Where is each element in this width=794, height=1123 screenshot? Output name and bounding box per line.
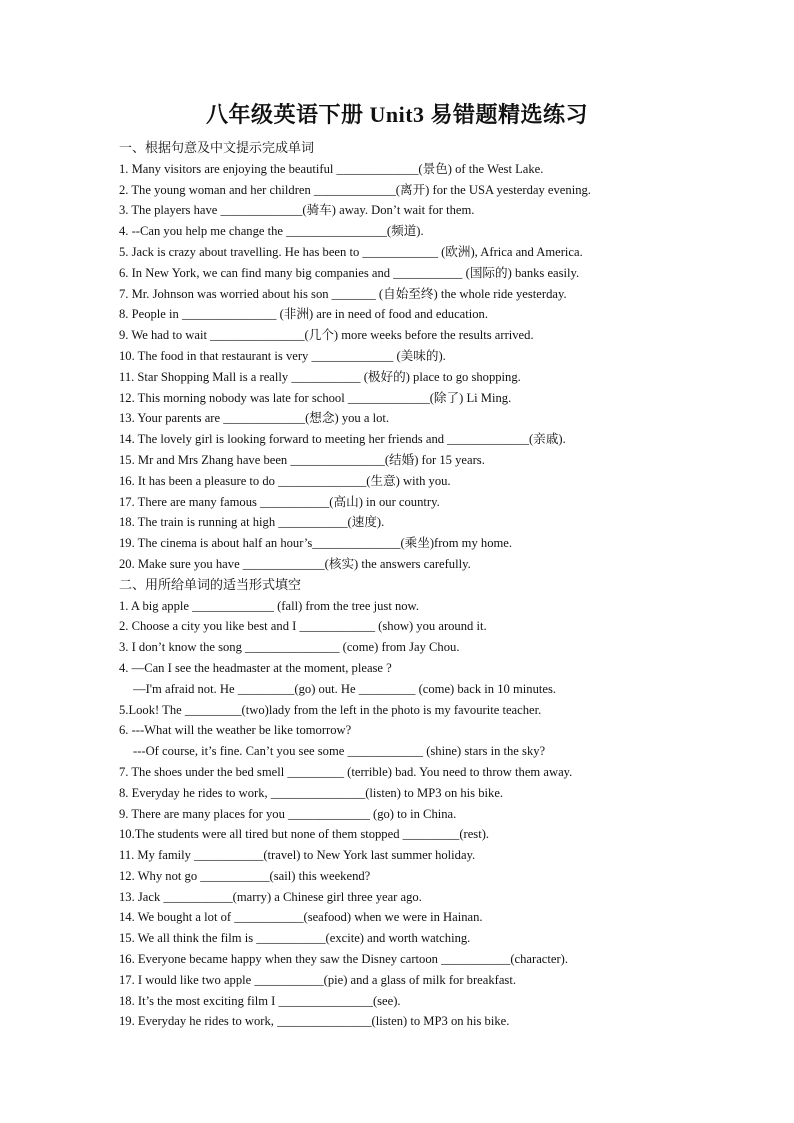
question-line: 10.The students were all tired but none of them stopped _________(rest). <box>119 827 490 842</box>
question-line: 17. There are many famous ___________(高山) in our country. <box>119 494 440 509</box>
question-line: 3. The players have _____________(骑车) away. Don’t wait for them. <box>119 203 475 218</box>
question-line: 8. Everyday he rides to work, _______________(listen) to MP3 on his bike. <box>119 785 504 800</box>
question-line: 12. This morning nobody was late for school _____________(除了) Li Ming. <box>119 390 512 405</box>
question-line: ---Of course, it’s fine. Can’t you see some ____________ (shine) stars in the sky? <box>133 744 546 759</box>
question-line: 5.Look! The _________(two)lady from the left in the photo is my favourite teacher. <box>119 702 542 717</box>
question-line: 13. Your parents are _____________(想念) you a lot. <box>119 411 390 426</box>
question-line: 19. Everyday he rides to work, _______________(listen) to MP3 on his bike. <box>119 1014 510 1029</box>
question-line: 18. It’s the most exciting film I _______________(see). <box>119 993 401 1008</box>
question-line: 2. The young woman and her children _____________(离开) for the USA yesterday evening. <box>119 182 591 197</box>
question-line: 20. Make sure you have _____________(核实) the answers carefully. <box>119 556 471 571</box>
question-line: 7. Mr. Johnson was worried about his son _______ (自始至终) the whole ride yesterday. <box>119 286 567 301</box>
question-line: 7. The shoes under the bed smell _________ (terrible) bad. You need to throw them away. <box>119 764 573 779</box>
question-line: 13. Jack ___________(marry) a Chinese girl three year ago. <box>119 889 422 904</box>
question-line: 11. Star Shopping Mall is a really ___________ (极好的) place to go shopping. <box>119 369 521 384</box>
question-line: 14. We bought a lot of ___________(seafood) when we were in Hainan. <box>119 910 483 925</box>
question-line: 16. It has been a pleasure to do ______________(生意) with you. <box>119 473 451 488</box>
question-line: 16. Everyone became happy when they saw the Disney cartoon ___________(character). <box>119 952 569 967</box>
question-line: 10. The food in that restaurant is very _____________ (美味的). <box>119 348 446 363</box>
question-line: 6. ---What will the weather be like tomorrow? <box>119 723 352 738</box>
question-line: 17. I would like two apple ___________(pie) and a glass of milk for breakfast. <box>119 972 516 987</box>
document-title: 八年级英语下册 Unit3 易错题精选练习 <box>205 102 589 127</box>
question-line: 12. Why not go ___________(sail) this weekend? <box>119 868 371 883</box>
worksheet-body <box>119 138 679 1032</box>
question-line: 9. We had to wait _______________(几个) more weeks before the results arrived. <box>119 328 534 343</box>
question-line: 5. Jack is crazy about travelling. He has been to ____________ (欧洲), Africa and America. <box>119 244 583 259</box>
question-line: 8. People in _______________ (非洲) are in need of food and education. <box>119 307 488 322</box>
question-line: 4. —Can I see the headmaster at the moment, please ? <box>119 660 392 675</box>
question-line: 1. A big apple _____________ (fall) from the tree just now. <box>119 598 419 613</box>
question-line: 15. Mr and Mrs Zhang have been _______________(结婚) for 15 years. <box>119 452 485 467</box>
question-line: —I'm afraid not. He _________(go) out. He _________ (come) back in 10 minutes. <box>133 681 557 696</box>
question-line: 14. The lovely girl is looking forward to meeting her friends and _____________(亲戚). <box>119 432 566 447</box>
question-line: 2. Choose a city you like best and I ____________ (show) you around it. <box>119 619 487 634</box>
section-1-heading: 一、根据句意及中文提示完成单词 <box>119 140 315 155</box>
question-line: 15. We all think the film is ___________(excite) and worth watching. <box>119 931 471 946</box>
question-line: 3. I don’t know the song _______________ (come) from Jay Chou. <box>119 640 460 655</box>
question-line: 18. The train is running at high ___________(速度). <box>119 515 385 530</box>
question-line: 9. There are many places for you _____________ (go) to in China. <box>119 806 457 821</box>
question-line: 4. --Can you help me change the ________________(频道). <box>119 224 424 239</box>
question-line: 6. In New York, we can find many big companies and ___________ (国际的) banks easily. <box>119 265 580 280</box>
section-2-heading: 二、用所给单词的适当形式填空 <box>119 576 302 592</box>
question-line: 11. My family ___________(travel) to New York last summer holiday. <box>119 848 476 863</box>
question-line: 19. The cinema is about half an hour’s______________(乘坐)from my home. <box>119 536 513 551</box>
question-line: 1. Many visitors are enjoying the beautiful _____________(景色) of the West Lake. <box>119 161 544 176</box>
